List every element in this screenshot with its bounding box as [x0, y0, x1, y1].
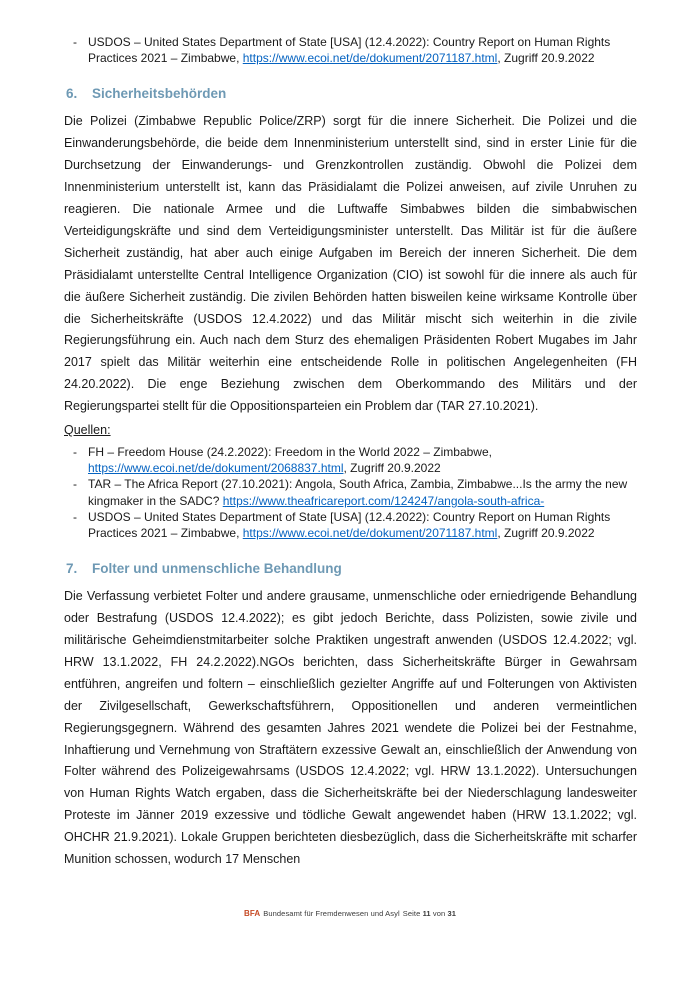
section-6-heading — [66, 86, 637, 101]
footer-von-label: von — [432, 909, 446, 918]
section-number: 6. — [66, 86, 78, 102]
page-footer — [0, 909, 700, 918]
footer-org-name: Bundesamt für Fremdenwesen und Asyl — [263, 909, 400, 918]
bullet-marker: - — [73, 477, 77, 492]
footer-total-pages: 31 — [447, 909, 457, 918]
list-item — [64, 34, 637, 66]
list-item — [64, 444, 637, 476]
sources-label: Quellen: — [64, 423, 111, 438]
ecoi-source-link[interactable]: https://www.ecoi.net/de/dokument/2068837.html — [88, 461, 344, 476]
source-text — [88, 444, 637, 476]
list-item — [64, 509, 637, 541]
bullet-marker: - — [73, 445, 77, 459]
section-number: 7. — [66, 561, 78, 577]
source-access-date: , Zugriff 20.9.2022 — [497, 51, 595, 66]
source-citation: FH – Freedom House (24.2.2022): Freedom in the World 2022 – Zimbabwe, — [88, 445, 492, 459]
source-text — [88, 476, 637, 508]
bullet-marker: - — [73, 35, 77, 49]
section-6-body: Die Polizei (Zimbabwe Republic Police/ZRP) sorgt für die innere Sicherheit. Die Polizei und die Einwanderungsbehörde, die beide dem Innenministerium unterstellt sind, sind in erster Linie für die Durchsetzung der Einwanderungs- und Grenzkontrollen zuständig. Obwohl die Polizei dem Innenministerium unterstellt ist, kann das Präsidialamt die Polizei anweisen, auf zivile Unruhen zu reagieren. Die nationale Armee und die Luftwaffe Simbabwes bilden die simbabwischen Verteidigungskräfte und sind dem Verteidigungsminister unterstellt. Das Militär ist für die äußere Sicherheit zuständig, hat aber auch einige Aufgaben im Bereich der inneren Sicherheit. Die dem Präsidialamt unterstellte Central Intelligence Organization (CIO) ist sowohl für die innere als auch für die äußere Sicherheit zuständig. Die zivilen Behörden hatten bisweilen keine wirksame Kontrolle über die Sicherheitskräfte (USDOS 12.4.2022) und das Militär mischt sich weiterhin in die zivile Regierungsführung ein. Auch nach dem Sturz des ehemaligen Präsidenten Robert Mugabes im Jahr 2017 spielt das Militär weiterhin eine entscheidende Rolle in politischen Angelegenheiten (FH 24.20.2022). Die enge Beziehung zwischen dem Oberkommando des Militärs und der Regierungspartei stellt für die Oppositionsparteien ein Problem dar (TAR 27.10.2021). — [64, 114, 637, 414]
source-citation: USDOS – United States Department of State [USA] (12.4.2022): Country Report on Human Rights Practices 2021 – Zimbabwe, — [88, 509, 611, 541]
source-citation: USDOS – United States Department of State [USA] (12.4.2022): Country Report on Human Rights Practices 2021 – Zimbabwe, — [88, 35, 611, 66]
footer-page-label: Seite — [402, 909, 421, 918]
section-7-body: Die Verfassung verbietet Folter und andere grausame, unmenschliche oder erniedrigende Behandlung oder Bestrafung (USDOS 12.4.2022); es gibt jedoch Berichte, dass Polizisten, sowie zivile und militärische Geheimdienstmitarbeiter solche Praktiken ungestraft anwenden (USDOS 12.4.2022; vgl. HRW 13.1.2022, FH 24.2.2022).NGOs berichten, dass Sicherheitskräfte Bürger in Gewahrsam entführen, angreifen und foltern – einschließlich gezielter Angriffe auf und Folterungen von Aktivisten der Zivilgesellschaft, Gewerkschaftsführern, Oppositionellen und anderen vermeintlichen Regierungsgegnern. Während des gesamten Jahres 2021 wendete die Polizei bei der Festnahme, Inhaftierung und Vernehmung von Straftätern exzessive Gewalt an, einschließlich der Anwendung von Folter während des Polizeigewahrsams (USDOS 12.4.2022; vgl. HRW 13.1.2022). Untersuchungen von Human Rights Watch ergaben, dass die Sicherheitskräfte bei der Niederschlagung landesweiter Proteste im Jänner 2019 exzessive und tödliche Gewalt angewendet haben (HRW 13.1.2022; vgl. OHCHR 21.9.2021). Lokale Gruppen berichteten diesbezüglich, dass die Sicherheitskräfte mit scharfer Munition schossen, wodurch 17 Menschen — [64, 589, 637, 867]
section-7-heading — [66, 561, 637, 576]
africareport-source-link[interactable]: https://www.theafricareport.com/124247/angola-south-africa- — [222, 493, 545, 508]
footer-page-number: 11 — [422, 909, 431, 918]
ecoi-source-link[interactable]: https://www.ecoi.net/de/dokument/2071187.html — [242, 526, 498, 541]
section-title: Folter und unmenschliche Behandlung — [92, 561, 342, 577]
section-6-source-list — [64, 444, 637, 541]
source-text — [88, 34, 637, 66]
source-text — [88, 509, 637, 541]
source-citation: TAR – The Africa Report (27.10.2021): Angola, South Africa, Zambia, Zimbabwe...Is the army the new kingmaker in the SADC? — [88, 477, 628, 508]
source-access-date: , Zugriff 20.9.2022 — [343, 461, 441, 476]
top-source-list — [64, 34, 637, 66]
list-item — [64, 476, 637, 508]
bfa-logo: BFA — [243, 909, 261, 918]
ecoi-source-link[interactable]: https://www.ecoi.net/de/dokument/2071187.html — [242, 51, 498, 66]
bullet-marker: - — [73, 509, 77, 524]
section-title: Sicherheitsbehörden — [92, 86, 227, 102]
source-access-date: , Zugriff 20.9.2022 — [497, 526, 595, 541]
